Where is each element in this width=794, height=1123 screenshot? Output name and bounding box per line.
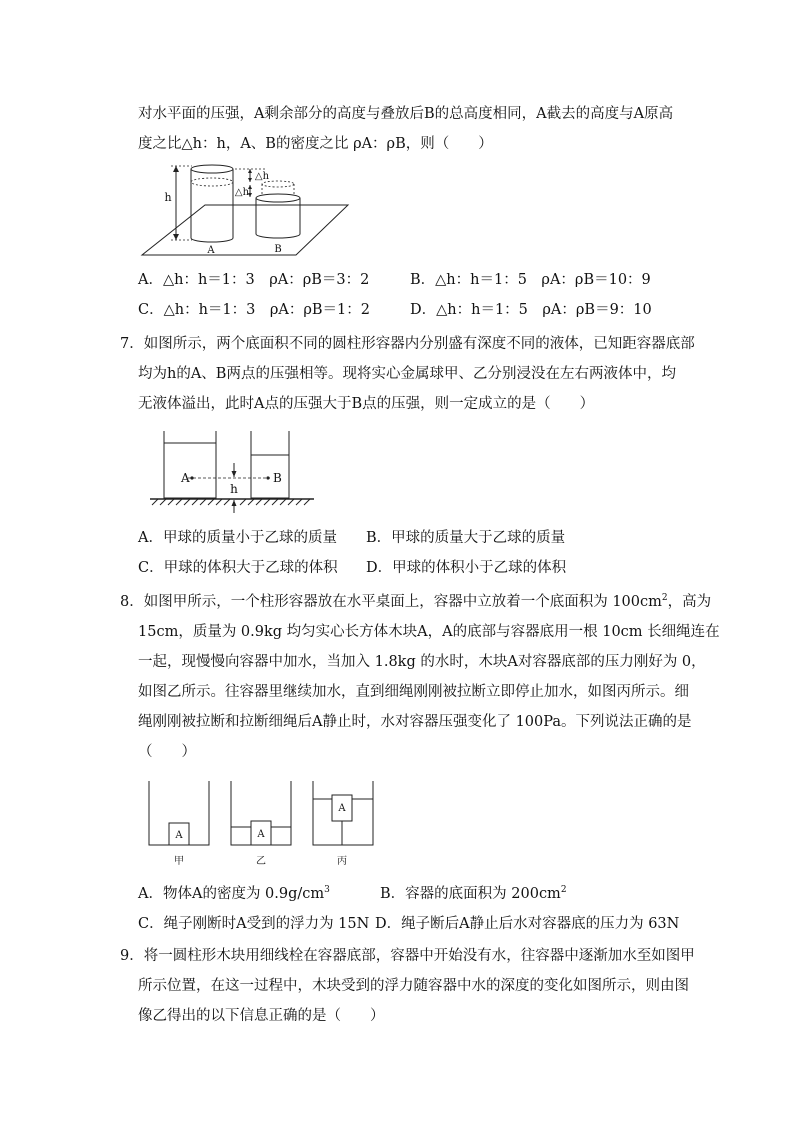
q8-line-1-text: 8．如图甲所示，一个柱形容器放在水平桌面上，容器中立放着一个底面积为 100cm xyxy=(120,594,662,610)
q7-option-b[interactable]: B．甲球的质量大于乙球的质量 xyxy=(366,530,566,546)
q7-fig-A-label: A xyxy=(181,471,190,485)
q8-fig-block-yi: A xyxy=(257,829,265,840)
q7-option-a[interactable]: A．甲球的质量小于乙球的质量 xyxy=(138,530,337,546)
q6-fig-dh2-label: △h xyxy=(234,187,250,198)
q8-option-b[interactable] xyxy=(380,884,567,904)
q6-option-d[interactable]: D．△h：h＝1：5 ρA：ρB＝9：10 xyxy=(410,302,652,318)
q7-line-1: 7．如图所示，两个底面积不同的圆柱形容器内分别盛有深度不同的液体，已知距容器底部 xyxy=(120,336,695,352)
q6-fig-A-label: A xyxy=(207,245,215,256)
q8-line-6: （ ） xyxy=(138,744,196,760)
q8-fig-label-bing: 丙 xyxy=(337,856,347,867)
q8-fig-label-yi: 乙 xyxy=(256,856,266,867)
q8-option-b-text: B．容器的底面积为 200cm xyxy=(380,886,561,902)
q8-fig-label-jia: 甲 xyxy=(174,856,184,867)
q6-line-1: 对水平面的压强，A剩余部分的高度与叠放后B的总高度相同，A截去的高度与A原高 xyxy=(138,106,674,122)
q7-figure xyxy=(148,425,318,520)
q7-fig-h-label: h xyxy=(230,482,238,496)
q8-line-3: 一起，现慢慢向容器中加水，当加入 1.8kg 的水时，木块A对容器底部的压力刚好为 0， xyxy=(138,654,706,670)
q6-option-b[interactable]: B．△h：h＝1：5 ρA：ρB＝10：9 xyxy=(410,272,651,288)
q6-fig-h-label: h xyxy=(164,191,172,204)
q8-line-1-sup: 2 xyxy=(661,593,668,604)
q6-option-a[interactable]: A．△h：h＝1：3 ρA：ρB＝3：2 xyxy=(138,272,370,288)
q9-line-2: 所示位置，在这一过程中，木块受到的浮力随容器中水的深度的变化如图所示，则由图 xyxy=(138,978,689,994)
q7-line-3: 无液体溢出，此时A点的压强大于B点的压强，则一定成立的是（ ） xyxy=(138,396,595,412)
q8-line-1 xyxy=(120,592,711,612)
q7-line-2: 均为h的A、B两点的压强相等。现将实心金属球甲、乙分别浸没在左右两液体中，均 xyxy=(138,366,676,382)
q8-line-4: 如图乙所示。往容器里继续加水，直到细绳刚刚被拉断立即停止加水，如图丙所示。细 xyxy=(138,684,689,700)
q6-option-c[interactable]: C．△h：h＝1：3 ρA：ρB＝1：2 xyxy=(138,302,370,318)
q8-option-a-text: A．物体A的密度为 0.9g/cm xyxy=(138,886,325,902)
q9-line-3: 像乙得出的以下信息正确的是（ ） xyxy=(138,1008,385,1024)
q8-option-b-sup: 2 xyxy=(560,885,567,896)
q8-option-d[interactable]: D．绳子断后A静止后水对容器底的压力为 63N xyxy=(375,916,680,932)
q6-figure xyxy=(140,160,360,260)
q9-line-1: 9．将一圆柱形木块用细线栓在容器底部，容器中开始没有水，往容器中逐渐加水至如图甲 xyxy=(120,948,695,964)
q8-line-5: 绳刚刚被拉断和拉断细绳后A静止时，水对容器压强变化了 100Pa。下列说法正确的是 xyxy=(138,714,692,730)
q8-line-2: 15cm，质量为 0.9kg 均匀实心长方体木块A，A的底部与容器底用一根 10cm 长细绳连在 xyxy=(138,624,720,640)
q8-fig-block-jia: A xyxy=(175,830,183,841)
q8-option-a[interactable] xyxy=(138,884,330,904)
q7-fig-B-label: B xyxy=(273,471,282,485)
q6-fig-dh1-label: △h xyxy=(254,171,270,182)
q8-option-a-sup: 3 xyxy=(324,885,330,896)
q8-figure xyxy=(145,775,385,875)
q7-option-c[interactable]: C．甲球的体积大于乙球的体积 xyxy=(138,560,338,576)
q7-option-d[interactable]: D．甲球的体积小于乙球的体积 xyxy=(366,560,567,576)
q6-fig-B-label: B xyxy=(274,244,282,255)
q8-fig-block-bing: A xyxy=(338,803,346,814)
q8-option-c[interactable]: C．绳子刚断时A受到的浮力为 15N xyxy=(138,916,370,932)
q6-line-2: 度之比△h：h，A、B的密度之比 ρA：ρB，则（ ） xyxy=(138,136,493,152)
q8-line-1-tail: ，高为 xyxy=(667,594,712,610)
